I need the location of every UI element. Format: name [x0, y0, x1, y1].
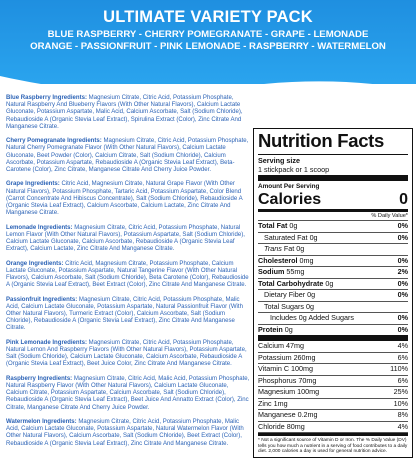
ingredients-lemonade: Lemonade Ingredients: Magnesium Citrate, Citric Acid, Potassium Phosphate, Natural Lemon Flavor (With Other Natural Flavors), Potassium Aspartate, Salt (Sodium Chloride), Calcium Lactate Gluconate, Calcium Ascorbate, Rebaudioside A (Organic Stevia Leaf Extract), Calcium Lactate, Zinc Citrate And Manganese Citrate. [6, 224, 245, 253]
header-banner [0, 0, 416, 84]
ingredients-orange: Orange Ingredients: Citric Acid, Magnesium Citrate, Potassium Phosphate, Calcium Lactate Gluconate, Potassium Aspartate, Natural Tangerine Flavor (With Other Natural Flavors), Calcium Ascorbate, Salt (Sodium Chloride), Beta Carotene (Color), Rebaudioside A (Organic Stevia Leaf Extract), Beet Extract (Color), Zinc Citrate And Manganese Citrate. [6, 260, 249, 289]
flavor-list-line-2: ORANGE - PASSIONFRUIT - PINK LEMONADE - RASPBERRY - WATERMELON [30, 41, 386, 52]
nutrition-facts-panel [253, 128, 413, 458]
nutrient-row-dietary-fiber: Dietary Fiber 0g 0% [258, 290, 408, 302]
ingredients-list [6, 95, 250, 455]
nutrient-row-total-sugars: Total Sugars 0g [258, 302, 408, 314]
ingredients-blue-raspberry: Blue Raspberry Ingredients: Magnesium Citrate, Citric Acid, Potassium Phosphate, Natural Raspberry And Blueberry Flavors (With Other Natural Flavors), Calcium Lactate Gluconate, Potassium Aspartate, Malic Acid, Calcium Ascorbate, Salt (Sodium Chloride), Rebaudioside A (Organic Stevia Leaf Extract), Spirulina Extract (Color), Zinc Citrate And Manganese Citrate. [6, 95, 243, 130]
flavor-list-line-1: BLUE RASPBERRY - CHERRY POMEGRANATE - GRAPE - LEMONADE [47, 29, 369, 40]
ingredients-grape: Grape Ingredients: Citric Acid, Magnesium Citrate, Natural Grape Flavor (With Other Natural Flavors), Potassium Phosphate, Tartaric Acid, Potassium Aspartate, Color Blend (Carrot Concentrate And Hibiscus Concentrate), Salt (Sodium Chloride), Rebaudioside A (Organic Stevia Leaf Extract), Calcium Ascorbate, Calcium Lactate, Zinc Citrate And Manganese Citrate. [6, 181, 243, 217]
vitamin-row-phosphorus: Phosphorus 70mg 6% [258, 376, 408, 388]
calories-value: 0 [399, 191, 408, 208]
banner-wave-decoration [0, 72, 416, 84]
vitamin-row-vitamin-c: Vitamin C 100mg 110% [258, 364, 408, 376]
vitamin-row-calcium: Calcium 47mg 4% [258, 341, 408, 353]
daily-value-footnote: * Not a significant source of Vitamin D or Iron. The % Daily Value (DV) tells you how much a nutrient in a serving of food contributes to a daily diet. 2,000 calories a day is used for general nutrition advice. [258, 438, 408, 455]
nutrient-row-saturated-fat: Saturated Fat 0g 0% [258, 233, 408, 245]
vitamin-row-potassium: Potassium 260mg 6% [258, 353, 408, 365]
nutrient-row-protein: Protein 0g 0% [258, 324, 408, 334]
ingredients-pink-lemonade: Pink Lemonade Ingredients: Magnesium Citrate, Citric Acid, Potassium Phosphate, Natural Lemon And Raspberry Flavors (With Other Natural Flavors), Potassium Aspartate, Salt (Sodium Chloride), Calcium Lactate Gluconate, Calcium Ascorbate, Rebaudioside A (Organic Stevia Leaf Extract), Beet Juice Color, Zinc Citrate And Manganese Citrate. [6, 339, 247, 368]
vitamin-row-magnesium: Magnesium 100mg 25% [258, 387, 408, 399]
vitamin-row-zinc: Zinc 1mg 10% [258, 399, 408, 411]
calories-row [258, 191, 408, 209]
nutrient-row-added-sugars: Includes 0g Added Sugars 0% [258, 313, 408, 325]
nutrient-row-trans-fat: Trans Fat 0g [258, 244, 408, 256]
vitamin-row-chloride: Chloride 80mg 4% [258, 422, 408, 434]
product-title: ULTIMATE VARIETY PACK [103, 8, 313, 26]
serving-size-label: Serving size [258, 156, 300, 165]
ingredients-passionfruit: Passionfruit Ingredients: Magnesium Citrate, Citric Acid, Potassium Phosphate, Malic Acid, Calcium Lactate Gluconate, Potassium Aspartate, Natural Passionfruit Flavor (With Other Natural Flavors), Turmeric Extract (Color), Calcium Ascorbate, Salt (Sodium Chloride), Rebaudioside A (Organic Stevia Leaf Extract), Zinc Citrate And Manganese Citrate. [6, 296, 243, 332]
amount-per-serving-label: Amount Per Serving [258, 183, 320, 190]
ingredients-cherry-pomegranate: Cherry Pomegranate Ingredients: Magnesium Citrate, Citric Acid, Potassium Phosphate, Natural Cherry Pomegranate Flavor (With Other Natural Flavors), Calcium Lactate Gluconate, Beet Powder (Color), Calcium Citrate, Salt (Sodium Chloride), Calcium Ascorbate, Potassium Aspartate, Rebaudioside A (Organic Stevia Leaf Extract), Beta-Carotene (Color), Zinc Citrate, Manganese Citrate And Cherry Juice Powder. [6, 138, 249, 174]
nutrition-facts-title: Nutrition Facts [258, 130, 385, 151]
nutrient-row-total-fat: Total Fat 0g 0% [258, 221, 408, 233]
nutrient-row-cholesterol: Cholesterol 0mg 0% [258, 256, 408, 268]
calories-label: Calories [258, 191, 322, 208]
ingredients-watermelon: Watermelon Ingredients: Magnesium Citrate, Citric Acid, Potassium Phosphate, Malic Acid, Calcium Lactate Gluconate, Potassium Aspartate, Natural Watermelon Flavor (With Other Natural Flavors), Calcium Ascorbate, Salt (Sodium Chloride), Beet Extract (Color), Rebaudioside A (Organic Stevia Leaf Extract), Zinc Citrate And Manganese Citrate. [6, 419, 244, 447]
vitamin-row-manganese: Manganese 0.2mg 8% [258, 410, 408, 422]
nutrient-row-total-carbohydrate: Total Carbohydrate 0g 0% [258, 279, 408, 291]
serving-size-value: 1 stickpack or 1 scoop [258, 165, 330, 174]
nutrient-row-sodium: Sodium 55mg 2% [258, 267, 408, 279]
daily-value-header: % Daily Value* [258, 212, 408, 221]
ingredients-raspberry: Raspberry Ingredients: Magnesium Citrate, Citric Acid, Malic Acid, Potassium Phosphate, Natural Raspberry Flavor (With Other Natural Flavors), Calcium Lactate Gluconate, Calcium Citrate, Potassium Aspartate, Calcium Ascorbate, Salt (Sodium Chloride), Rebaudioside A (Organic Stevia Leaf Extract), Beet Juice And Annatto Extract (Color), Zinc Citrate, Manganese Citrate And Cherry Juice Powder. [6, 375, 250, 411]
